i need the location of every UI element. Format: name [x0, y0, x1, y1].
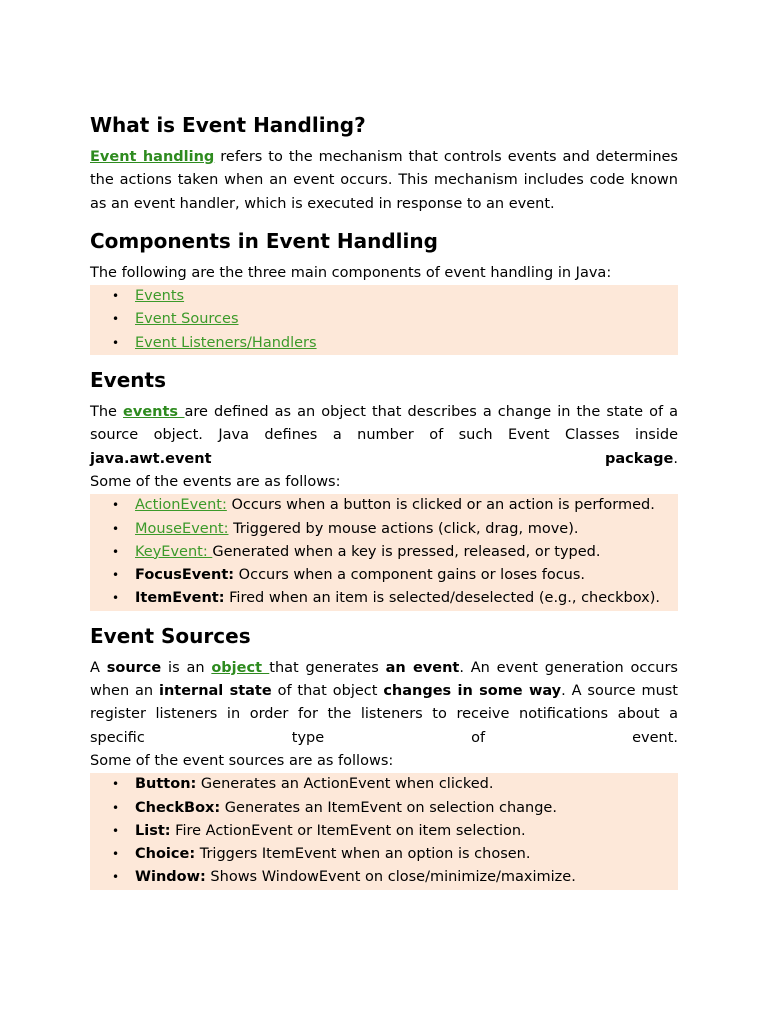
paragraph-text: .	[673, 450, 678, 467]
list-item	[112, 308, 678, 331]
paragraph-text: The	[90, 404, 124, 421]
bold-term: source	[106, 659, 162, 676]
item-text: Shows WindowEvent on close/minimize/maximize.	[205, 869, 576, 886]
heading-components: Components in Event Handling	[90, 228, 438, 253]
paragraph-text: . A source must register listeners in order for the listeners to receive notifications about a specific type of event.	[90, 683, 678, 746]
paragraph-text: of that object	[271, 683, 384, 700]
list-item	[112, 843, 678, 866]
item-term: FocusEvent:	[135, 567, 235, 584]
item-term: CheckBox:	[135, 799, 221, 816]
list-item	[112, 797, 678, 820]
list-item	[112, 494, 678, 517]
paragraph-text: are defined as an object that describes a change in the state of a source object. Java defines a number of such Event Classes inside	[90, 404, 679, 444]
events-inline-link[interactable]: events	[123, 404, 185, 421]
item-text: Generates an ActionEvent when clicked.	[196, 776, 494, 793]
item-term: Button:	[135, 776, 197, 793]
events-list-intro: Some of the events are as follows:	[90, 473, 341, 490]
event-sources-list	[90, 773, 678, 889]
paragraph-text: is an	[161, 659, 212, 676]
heading-events: Events	[90, 368, 166, 393]
item-term: List:	[135, 822, 171, 839]
events-list	[90, 494, 678, 610]
list-item	[112, 587, 678, 610]
item-text: Generates an ItemEvent on selection change.	[220, 799, 557, 816]
document-page	[90, 108, 678, 890]
bold-term: internal state	[158, 683, 272, 700]
item-text: Fire ActionEvent or ItemEvent on item selection.	[170, 822, 526, 839]
list-item	[112, 866, 678, 889]
list-item	[112, 564, 678, 587]
item-text: Triggers ItemEvent when an option is chosen.	[195, 846, 531, 863]
event-listeners-link[interactable]: Event Listeners/Handlers	[135, 334, 317, 351]
paragraph-text: refers to the mechanism that controls events and determines the actions taken when an event occurs. This mechanism includes code known as an event handler, which is executed in response to an event.	[90, 149, 678, 212]
action-event-link[interactable]: ActionEvent:	[135, 497, 227, 514]
heading-event-sources: Event Sources	[90, 623, 251, 648]
bold-term: an event	[385, 659, 460, 676]
components-list	[90, 285, 678, 355]
list-item	[112, 773, 678, 796]
package-word: package	[604, 450, 674, 467]
event-sources-list-intro: Some of the event sources are as follows:	[90, 752, 394, 769]
item-term: Choice:	[135, 846, 196, 863]
item-text: Generated when a key is pressed, released, or typed.	[212, 543, 601, 560]
heading-what-is-event-handling: What is Event Handling?	[90, 113, 366, 137]
paragraph-event-handling-definition	[90, 146, 678, 216]
bold-term: changes in some way	[383, 683, 562, 700]
object-link[interactable]: object	[211, 659, 270, 676]
list-item	[112, 541, 678, 564]
list-item	[112, 518, 678, 541]
list-item	[112, 332, 678, 355]
list-item	[112, 285, 678, 308]
item-text: Occurs when a button is clicked or an action is performed.	[226, 497, 655, 514]
paragraph-text: that generates	[269, 659, 386, 676]
key-event-link[interactable]: KeyEvent:	[135, 543, 213, 560]
paragraph-text	[212, 451, 605, 467]
list-item	[112, 820, 678, 843]
mouse-event-link[interactable]: MouseEvent:	[135, 520, 229, 537]
event-handling-link[interactable]: Event handling	[90, 149, 215, 165]
event-sources-paragraph	[90, 657, 678, 750]
paragraph-text: . An event generation occurs when an	[90, 659, 678, 700]
package-name: java.awt.event	[90, 450, 212, 467]
events-link[interactable]: Events	[135, 288, 185, 305]
event-sources-link[interactable]: Event Sources	[135, 311, 239, 328]
paragraph-text: A	[90, 659, 107, 676]
item-term: ItemEvent:	[135, 590, 225, 607]
item-text: Triggered by mouse actions (click, drag, move).	[228, 520, 579, 537]
item-term: Window:	[135, 869, 206, 886]
item-text: Occurs when a component gains or loses focus.	[234, 567, 586, 584]
events-paragraph	[90, 401, 678, 471]
components-intro: The following are the three main components of event handling in Java:	[90, 264, 612, 281]
item-text: Fired when an item is selected/deselected (e.g., checkbox).	[224, 590, 661, 607]
